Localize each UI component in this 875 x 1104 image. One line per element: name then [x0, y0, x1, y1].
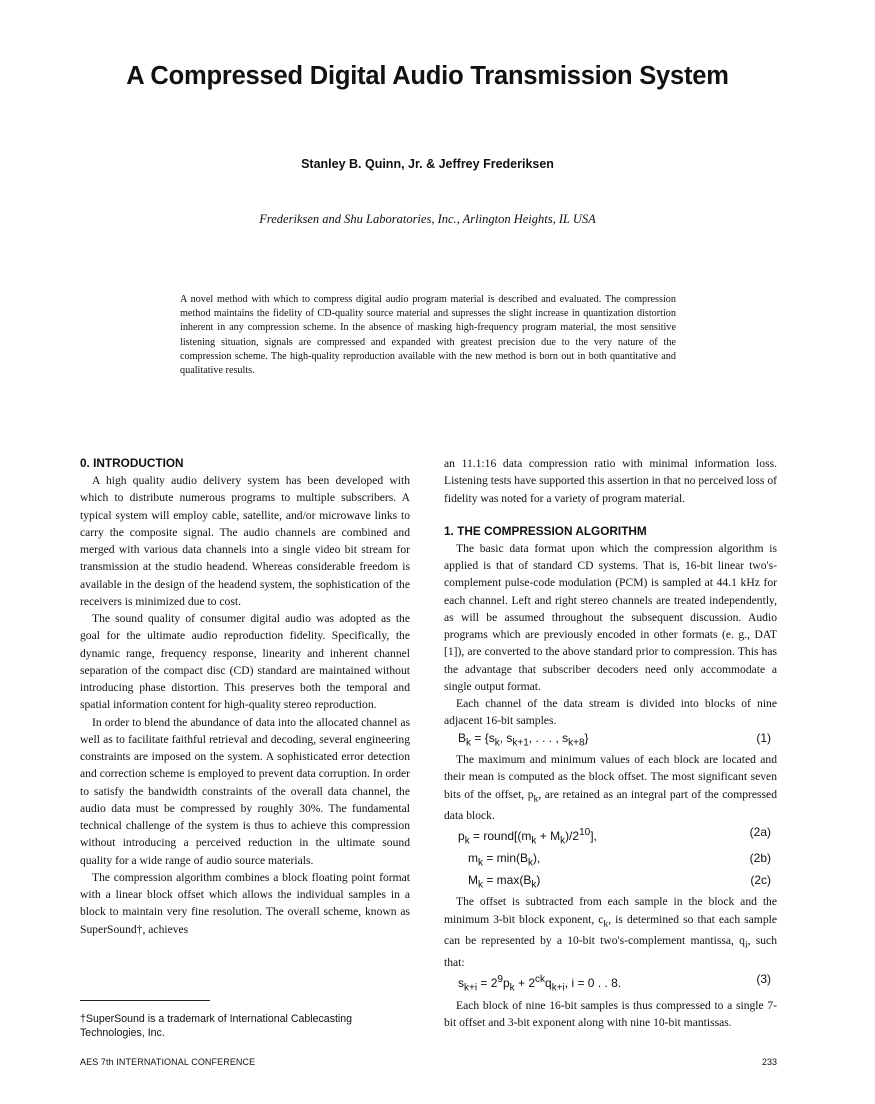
- paper-authors: Stanley B. Quinn, Jr. & Jeffrey Frederiksen: [301, 157, 554, 171]
- equation-2b-expression: $m_k = \min(B_k)$,: [468, 851, 541, 869]
- equation-1-expression: $B_k = \{s_k$, $s_{k+1}$, . . . , $s_{k+8}$}: [458, 730, 589, 748]
- equation-2c: [444, 872, 777, 894]
- conference-footer: AES 7th INTERNATIONAL CONFERENCE: [80, 1057, 256, 1067]
- left-column: [80, 455, 410, 938]
- equation-2b: [444, 850, 777, 872]
- paper-affiliation: Frederiksen and Shu Laboratories, Inc., Arlington Heights, IL USA: [259, 212, 596, 226]
- paper-abstract: A novel method with which to compress digital audio program material is described and evaluated. The compression method maintains the fidelity of CD-quality source material and supresses the slight increase in quantization distortion inherent in any compression scheme. In the absence of masking high-frequency program material, the most sensitive listening situation, signals are compressed and expanded with greatest precision due to the very nature of the compression scheme. The high-quality reproduction available with the new method is born out in both quantitative and qualitative results.: [180, 294, 676, 377]
- equation-2c-number: (2c): [750, 872, 771, 887]
- footnote: †SuperSound is a trademark of International Cablecasting Technologies, Inc.: [80, 1013, 353, 1039]
- algorithm-paragraph-2: Each channel of the data stream is divided into blocks of nine adjacent 16-bit samples.: [444, 697, 777, 728]
- algorithm-paragraph-5: Each block of nine 16-bit samples is thus compressed to a single 7-bit offset and 3-bit exponent along with nine 10-bit mantissas.: [444, 998, 777, 1029]
- section-heading-compression-algorithm: 1. THE COMPRESSION ALGORITHM: [444, 523, 647, 538]
- algorithm-paragraph-4: The offset is subtracted from each sample in the block and the minimum 3-bit block exponent, $c_k$, is determined so that each sample can be represented by a 10-bit two's-complement mantissa, $q_i$, such that:: [444, 895, 777, 969]
- algorithm-paragraph-3: The maximum and minimum values of each block are located and their mean is computed as the block offset. The most significant seven bits of the offset, $p_k$, are retained as an integral part of the compressed data block.: [444, 753, 777, 823]
- equation-3: [444, 971, 777, 997]
- page-number: 233: [761, 1057, 777, 1067]
- intro-paragraph-4: The compression algorithm combines a block floating point format with a linear block offset which allows the individual samples in a block to maintain very fine resolution. The overall scheme, known as SuperSound†, achieves: [80, 870, 410, 936]
- equation-2c-expression: $M_k = \max(B_k)$: [468, 872, 541, 891]
- footnote-divider: [80, 1000, 210, 1001]
- equation-2a-expression: $p_k$ = $round[(m_k + M_k)/2^{10}]$,: [458, 827, 597, 847]
- equation-2a: [444, 824, 777, 850]
- intro-paragraph-3: In order to blend the abundance of data into the allocated channel as well as to facilitate faithful retrieval and decoding, several engineering constraints are imposed on the system. A sophisticated error detection and correction scheme is employed to prevent data corruption. In order to satisfy the bandwidth constraints of the overall data channel, the audio data must be compressed by roughly 30%. The fundamental technical challenge of the system is thus to achieve this compression without introducing a perceived reduction in the ultimate sound quality for a wide range of audio source materials.: [80, 715, 410, 867]
- equation-3-number: (3): [756, 972, 771, 986]
- equation-1-number: (1): [756, 730, 771, 745]
- right-column: [444, 455, 777, 1031]
- equation-2b-number: (2b): [749, 851, 771, 866]
- section-heading-introduction: 0. INTRODUCTION: [80, 456, 184, 470]
- equation-2a-number: (2a): [749, 825, 771, 840]
- equation-3-expression: $s_{k+i} = 2^9p_k + 2^{ck}q_{k+i}$, i = 0 . . 8.: [458, 974, 622, 994]
- algorithm-paragraph-1: The basic data format upon which the compression algorithm is applied is that of standard CD systems. That is, 16-bit linear two's-complement pulse-code modulation (PCM) is sampled at 44.1 kHz for each channel. Left and right stereo channels are treated independently, as will be assumed throughout the subsequent discussion. Audio programs which are previously encoded in other formats (e. g., DAT [1]), are converted to the above standard prior to compression. This has the advantage that subscriber decoders need only accommodate a single output format.: [444, 541, 777, 693]
- equation-1: [444, 730, 777, 752]
- intro-paragraph-5: an 11.1:16 data compression ratio with minimal information loss. Listening tests have supported this assertion in that no perceived loss of fidelity was noted for a variety of program material.: [444, 457, 777, 505]
- intro-paragraph-1: A high quality audio delivery system has been developed with which to distribute numerous programs to multiple subscribers. A typical system will employ cable, satellite, and/or microwave links to carry the composite signal. The audio channels are combined and merged with various data channels into a single video bit stream for transmission at the studio headend. Whereas considerable freedom is available in the design of the headend system, the sophistication of the receivers is minimized due to cost.: [80, 474, 410, 608]
- paper-title: A Compressed Digital Audio Transmission System: [126, 62, 729, 90]
- intro-paragraph-2: The sound quality of consumer digital audio was adopted as the goal for the ultimate audio reproduction fidelity. Specifically, the dynamic range, frequency response, linearity and inherent channel separation of the compact disc (CD) standard are maintained without introducing phase distortion. This preserves both the temporal and spatial information content for high-quality stereo reproduction.: [80, 612, 410, 712]
